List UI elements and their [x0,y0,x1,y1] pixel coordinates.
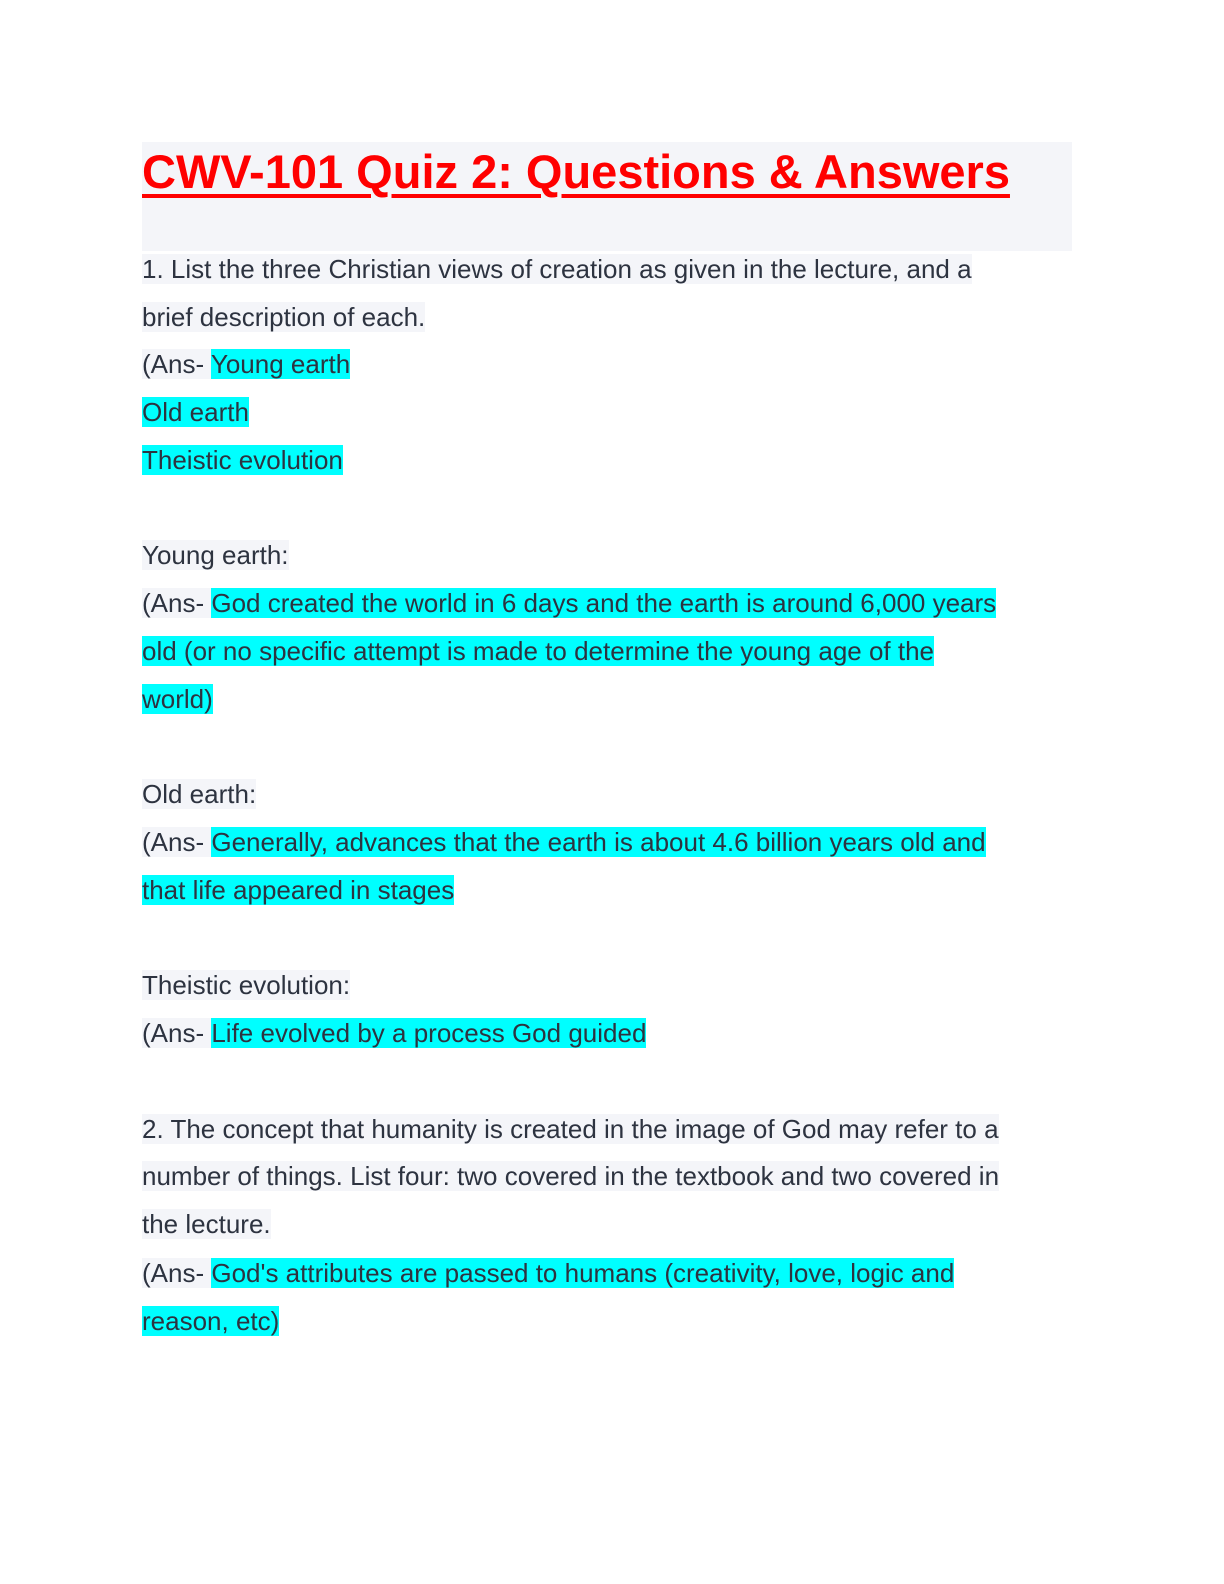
young-earth-label: Young earth: [142,540,289,570]
answer-highlight: Old earth [142,397,249,427]
answer-2-line-2 [142,1304,279,1338]
answer-1-line-1: (Ans- Young earth [142,349,351,379]
answer-highlight: world) [142,684,213,714]
answer-highlight: Life evolved by a process God guided [211,1018,647,1048]
young-earth-answer-3 [142,682,213,716]
document-title: CWV-101 Quiz 2: Questions & Answers [142,145,1010,198]
answer-highlight: Young earth [210,349,351,379]
question-2-line-1: 2. The concept that humanity is created in the image of God may refer to a [142,1114,999,1144]
answer-highlight: that life appeared in stages [142,875,455,905]
question-2-line-3: the lecture. [142,1209,271,1239]
answer-highlight: Generally, advances that the earth is about 4.6 billion years old and [211,827,986,857]
title-block [142,142,1072,251]
question-2-line-2: number of things. List four: two covered in the textbook and two covered in [142,1161,1000,1191]
answer-highlight: God's attributes are passed to humans (creativity, love, logic and [211,1258,955,1288]
answer-highlight: old (or no specific attempt is made to determine the young age of the [142,636,935,666]
young-earth-answer-1: (Ans- God created the world in 6 days and the earth is around 6,000 years [142,588,997,618]
question-1-line-2: brief description of each. [142,302,426,332]
old-earth-label: Old earth: [142,779,257,809]
answer-2-line-1: (Ans- God's attributes are passed to humans (creativity, love, logic and [142,1258,955,1288]
answer-highlight: reason, etc) [142,1306,280,1336]
theistic-evolution-label: Theistic evolution: [142,970,351,1000]
answer-1-line-3 [142,443,343,477]
young-earth-answer-2 [142,634,934,668]
answer-highlight: Theistic evolution [142,445,343,475]
answer-highlight: God created the world in 6 days and the earth is around 6,000 years [211,588,997,618]
theistic-evolution-answer: (Ans- Life evolved by a process God guided [142,1018,647,1048]
question-1-line-1: 1. List the three Christian views of creation as given in the lecture, and a [142,254,972,284]
old-earth-answer-2 [142,873,454,907]
answer-1-line-2 [142,395,249,429]
old-earth-answer-1: (Ans- Generally, advances that the earth is about 4.6 billion years old and [142,827,986,857]
